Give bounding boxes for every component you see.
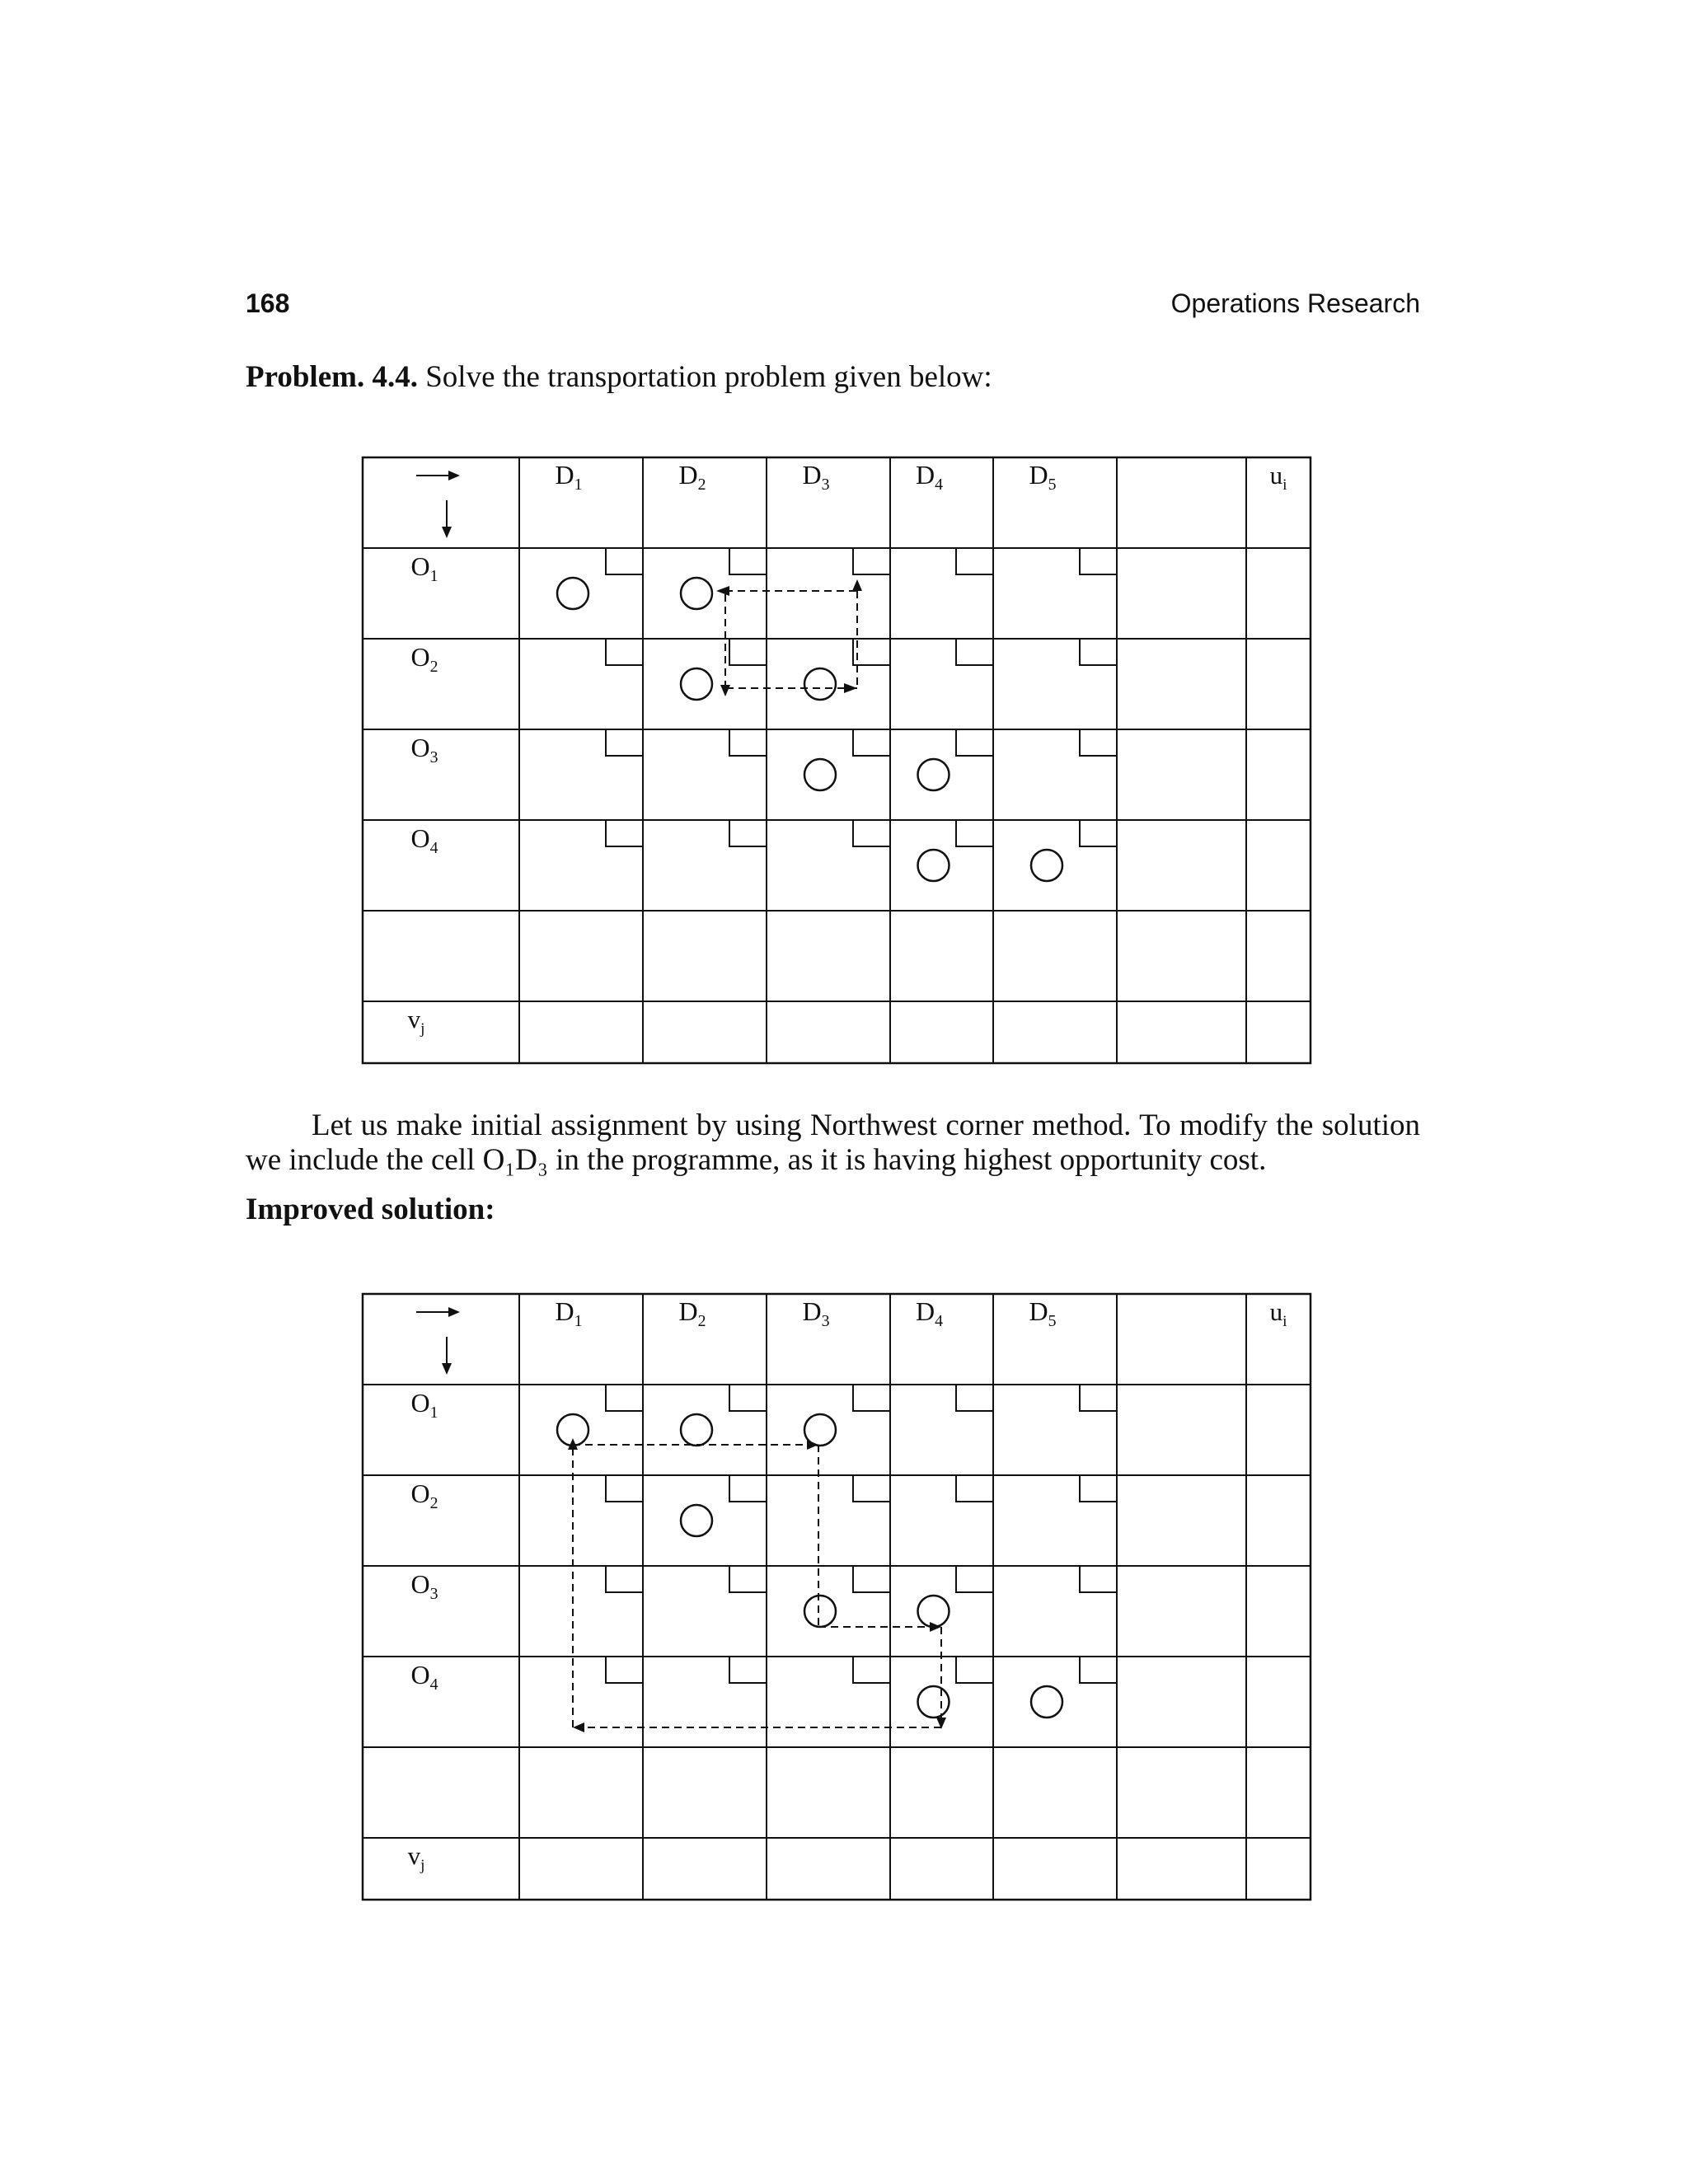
loop-arrowhead-icon: [720, 685, 730, 696]
cost-box: [729, 548, 767, 574]
loop-arrowhead-icon: [716, 586, 729, 596]
problem-text: Solve the transportation problem given below:: [417, 360, 992, 394]
allocation-circle: [681, 578, 712, 609]
origin-label: $O_3$: [410, 1569, 438, 1603]
origin-label: $O_3$: [410, 733, 438, 766]
arrow-right-icon: [448, 471, 460, 480]
cost-box: [853, 639, 890, 665]
destination-header: $D_1$: [555, 460, 583, 494]
cost-box: [729, 729, 767, 756]
origin-label: $O_4$: [410, 1660, 438, 1694]
cost-box: [729, 1475, 767, 1502]
cost-box: [606, 1566, 643, 1592]
cost-box: [729, 1385, 767, 1411]
running-head: Operations Research: [1170, 288, 1420, 318]
cost-box: [853, 1566, 890, 1592]
cost-box: [956, 1657, 993, 1683]
problem-label: Problem. 4.4.: [246, 360, 418, 394]
u-header: $u_i$: [1269, 461, 1287, 494]
cost-box: [956, 729, 993, 756]
cost-box: [853, 1657, 890, 1683]
cost-box: [1080, 548, 1117, 574]
destination-header: $D_3$: [802, 460, 830, 494]
v-label: $v_j$: [407, 1841, 425, 1874]
arrow-down-icon: [442, 1363, 452, 1375]
allocation-circle: [804, 759, 836, 790]
cost-box: [1080, 1566, 1117, 1592]
allocation-circle: [804, 1596, 836, 1627]
destination-header: $D_3$: [802, 1296, 830, 1330]
arrow-down-icon: [442, 527, 452, 538]
cost-box: [956, 820, 993, 846]
cost-box: [606, 1475, 643, 1502]
loop-arrowhead-icon: [852, 579, 862, 591]
cost-box: [853, 729, 890, 756]
allocation-circle: [1031, 850, 1062, 881]
cost-box: [729, 820, 767, 846]
destination-header: $D_5$: [1029, 460, 1057, 494]
cost-box: [606, 548, 643, 574]
allocation-circle: [918, 759, 950, 790]
cost-box: [1080, 729, 1117, 756]
cost-box: [606, 1657, 643, 1683]
cost-box: [729, 1566, 767, 1592]
loop-arrowhead-icon: [573, 1722, 584, 1732]
cost-box: [853, 1385, 890, 1411]
destination-header: $D_1$: [555, 1296, 583, 1330]
cost-box: [1080, 1385, 1117, 1411]
cost-box: [853, 548, 890, 574]
cost-box: [956, 1385, 993, 1411]
origin-label: $O_4$: [410, 823, 438, 857]
v-label: $v_j$: [407, 1005, 425, 1038]
allocation-circle: [681, 668, 712, 700]
u-header: $u_i$: [1269, 1297, 1287, 1330]
destination-header: $D_4$: [915, 1296, 944, 1330]
allocation-circle: [918, 1686, 950, 1718]
transportation-table-improved: [0, 1096, 1688, 1920]
improved-solution-heading: Improved solution:: [246, 1193, 495, 1226]
cost-box: [729, 1657, 767, 1683]
allocation-circle: [804, 668, 836, 700]
cost-box: [1080, 1475, 1117, 1502]
cost-box: [606, 820, 643, 846]
loop-arrowhead-icon: [844, 683, 857, 693]
cost-box: [1080, 639, 1117, 665]
page-number: 168: [246, 288, 290, 318]
cost-box: [956, 1475, 993, 1502]
allocation-circle: [681, 1505, 712, 1536]
cost-box: [956, 548, 993, 574]
cost-box: [1080, 820, 1117, 846]
cost-box: [853, 1475, 890, 1502]
origin-label: $O_1$: [410, 551, 438, 585]
cost-box: [729, 639, 767, 665]
origin-label: $O_2$: [410, 1479, 438, 1512]
cost-box: [606, 639, 643, 665]
paragraph-text: Let us make initial assignment by using Northwest corner method. To modify the solution we include the cell O₁D₃ in the programme, as it is having highest opportunity cost.: [246, 1108, 1420, 1177]
arrow-right-icon: [448, 1307, 460, 1317]
destination-header: $D_4$: [915, 460, 944, 494]
allocation-circle: [918, 1596, 950, 1627]
destination-header: $D_2$: [678, 1296, 706, 1330]
destination-header: $D_2$: [678, 460, 706, 494]
destination-header: $D_5$: [1029, 1296, 1057, 1330]
origin-label: $O_2$: [410, 642, 438, 676]
cost-box: [1080, 1657, 1117, 1683]
cost-box: [606, 1385, 643, 1411]
cost-box: [956, 1566, 993, 1592]
cost-box: [956, 639, 993, 665]
cost-box: [853, 820, 890, 846]
cost-box: [606, 729, 643, 756]
origin-label: $O_1$: [410, 1388, 438, 1422]
allocation-circle: [557, 578, 588, 609]
allocation-circle: [1031, 1686, 1062, 1718]
allocation-circle: [681, 1414, 712, 1446]
allocation-circle: [918, 850, 950, 881]
